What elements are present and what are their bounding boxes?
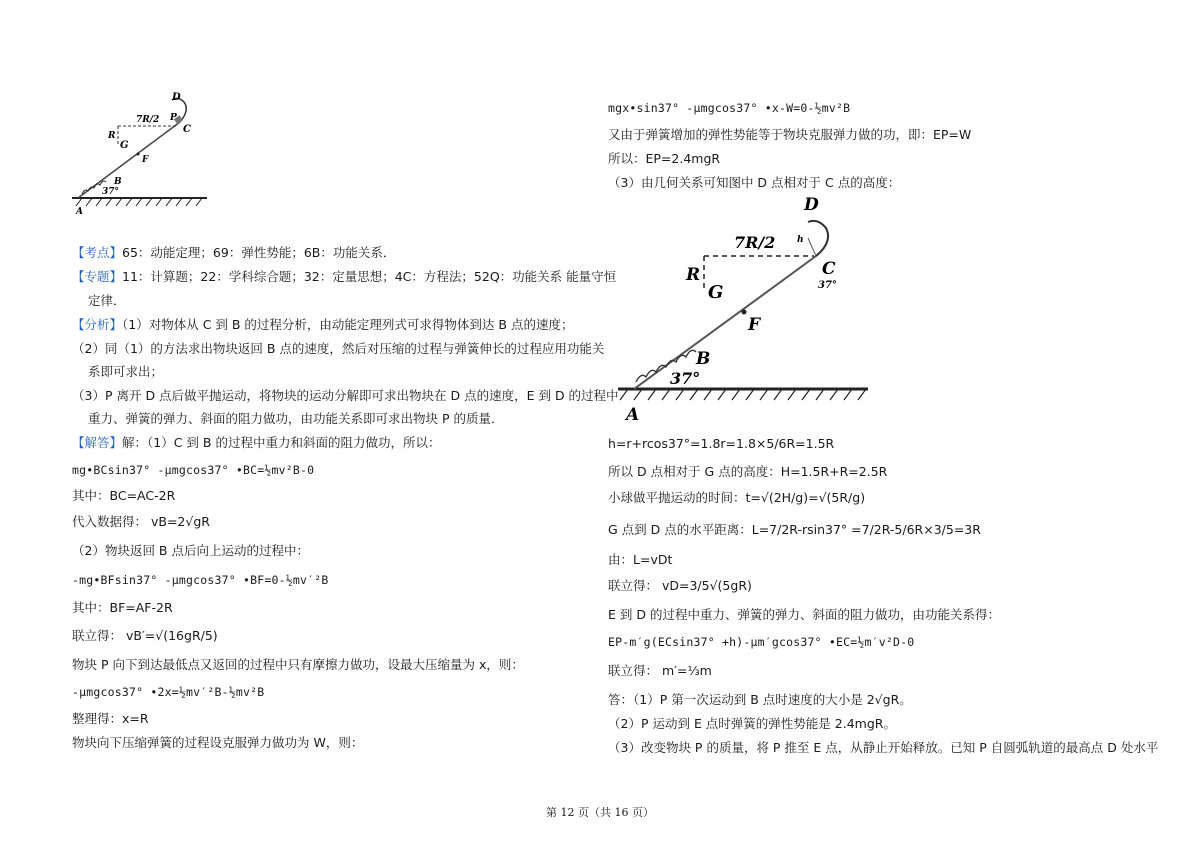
fenxi1: （1）对物体从 C 到 B 的过程分析，由动能定理列式可求得物体到达 B 点的速度；	[122, 317, 574, 332]
label-B: B	[114, 177, 122, 187]
page-footer: 第 12 页（共 16 页）	[546, 806, 654, 819]
label-angle: 37°	[102, 187, 120, 197]
right-text-10: 联立得： m′=⅓m	[608, 663, 712, 678]
label-B-large: B	[696, 349, 711, 369]
label-G-large: G	[708, 282, 724, 303]
right-text-6: G 点到 D 点的水平距离：L=7/2R-rsin37° =7/2R-5/6R×3/5=3R	[608, 522, 981, 537]
equation-5: EP-m′g(ECsin37° +h)-μm′gcos37° •EC=½m′v²D-0	[608, 635, 915, 649]
label-h: h	[797, 235, 804, 245]
kaodian-tag: 【考点】	[72, 245, 123, 260]
incline-diagram-large	[618, 194, 878, 426]
jieda-line	[72, 435, 440, 451]
label-angle-large: 37°	[670, 369, 701, 388]
kaodian-line	[72, 245, 395, 261]
kaodian-text: 65：动能定理；69：弹性势能；6B：功能关系．	[122, 245, 396, 260]
jieda-text: 解：（1）C 到 B 的过程中重力和斜面的阻力做功，所以：	[122, 435, 441, 450]
zhuanti-line	[72, 269, 616, 285]
ground-hatch	[76, 198, 202, 206]
answer-1: 答：（1）P 第一次运动到 B 点时速度的大小是 2√gR。	[608, 692, 912, 707]
part2-intro: （2）物块返回 B 点后向上运动的过程中：	[72, 543, 309, 558]
radius-line	[808, 238, 816, 256]
right-text-2: 所以：EP=2.4mgR	[608, 151, 721, 166]
daishu-line: 代入数据得： vB=2√gR	[72, 514, 210, 529]
right-text-5: 小球做平抛运动的时间：t=√(2H/g)=√(5R/g)	[608, 490, 866, 505]
equation-2: -mg•BFsin37° -μmgcos37° •BF=0-½mv′²B	[72, 573, 329, 587]
label-D-large: D	[804, 195, 819, 215]
answer-3: （3）改变物块 P 的质量，将 P 推至 E 点，从静止开始释放。已知 P 自圆弧轨道的最高点 D 处水平	[608, 740, 1159, 755]
label-F-large: F	[748, 315, 761, 335]
fenxi2b: 系即可求出；	[88, 364, 164, 379]
label-P: P	[170, 113, 177, 123]
answer-2: （2）P 运动到 E 点时弹簧的弹性势能是 2.4mgR。	[608, 716, 896, 731]
right-text-4: 所以 D 点相对于 G 点的高度：H=1.5R+R=2.5R	[608, 464, 888, 479]
ground-hatch-large	[620, 389, 866, 400]
right-text-3: （3）由几何关系可知图中 D 点相对于 C 点的高度：	[608, 175, 901, 190]
equation-3: -μmgcos37° •2x=½mv′²B-½mv²B	[72, 685, 265, 699]
lianli-1: 联立得： vB′=√(16gR/5)	[72, 628, 218, 643]
right-text-8: 联立得： vD=3/5√(5gR)	[608, 578, 752, 593]
label-C-large: C	[822, 259, 836, 279]
fenxi2: （2）同（1）的方法求出物块返回 B 点的速度，然后对压缩的过程与弹簧伸长的过程应用功能关	[72, 341, 605, 356]
right-text-7: 由：L=vDt	[608, 552, 673, 567]
jieda-tag: 【解答】	[72, 435, 123, 450]
label-D: D	[172, 92, 181, 103]
fenxi3: （3）P 离开 D 点后做平抛运动，将物块的运动分解即可求出物块在 D 点的速度，E 到 D 的过程中	[72, 388, 619, 403]
zhengli-line: 整理得：x=R	[72, 711, 149, 726]
label-C: C	[183, 124, 191, 135]
label-F: F	[142, 155, 149, 165]
label-A-large: A	[626, 405, 640, 425]
zhuanti-text: 11：计算题；22：学科综合题；32：定量思想；4C：方程法；52Q：功能关系 能量守恒	[122, 269, 617, 284]
fenxi-line	[72, 317, 573, 333]
incline-track-large	[634, 256, 816, 389]
zhuanti-tag: 【专题】	[72, 269, 123, 284]
right-text-1: 又由于弹簧增加的弹性势能等于物块克服弹力做的功，即：EP=W	[608, 127, 972, 142]
right-text-9: E 到 D 的过程中重力、弹簧的弹力、斜面的阻力做功，由功能关系得：	[608, 607, 1000, 622]
part4-text: 物块向下压缩弹簧的过程设克服弹力做功为 W，则：	[72, 735, 364, 750]
fenxi-tag: 【分析】	[72, 317, 123, 332]
qizhong-1: 其中：BC=AC-2R	[72, 488, 176, 503]
label-A: A	[76, 207, 83, 217]
point-f-large	[742, 310, 747, 315]
part3-text: 物块 P 向下到达最低点又返回的过程中只有摩擦力做功，设最大压缩量为 x，则：	[72, 657, 524, 672]
label-angle-c: 37°	[818, 280, 837, 291]
incline-diagram-small	[72, 90, 212, 220]
arc-track-large	[808, 221, 828, 256]
fenxi3b: 重力、弹簧的弹力、斜面的阻力做功，由功能关系即可求出物块 P 的质量．	[88, 411, 504, 426]
equation-1: mg•BCsin37° -μmgcos37° •BC=½mv²B-0	[72, 463, 315, 477]
incline-track	[78, 122, 180, 198]
label-7R2: 7R/2	[136, 115, 160, 125]
label-G: G	[120, 140, 129, 151]
label-R: R	[108, 131, 116, 141]
label-R-large: R	[686, 265, 701, 285]
point-f	[137, 153, 140, 156]
h-equation: h=r+rcos37°=1.8r=1.8×5/6R=1.5R	[608, 436, 835, 451]
zhuanti-text2: 定律．	[88, 293, 126, 308]
equation-4: mgx•sin37° -μmgcos37° •x-W=0-½mv²B	[608, 101, 851, 115]
label-7R2-large: 7R/2	[734, 233, 776, 252]
qizhong-2: 其中：BF=AF-2R	[72, 600, 173, 615]
